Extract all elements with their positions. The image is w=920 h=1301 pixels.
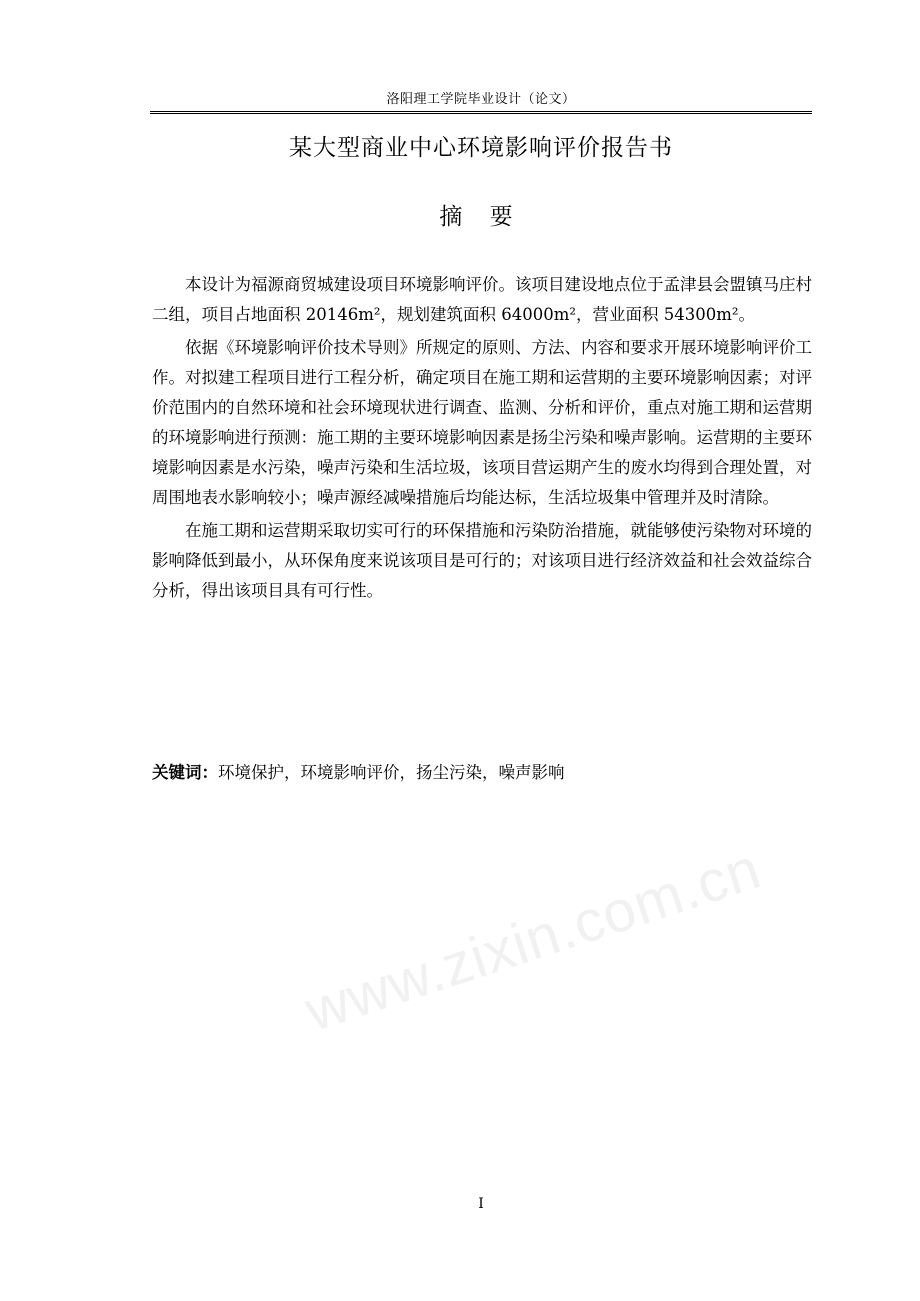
abstract-body: [152, 270, 812, 609]
keywords-label: 关键词：: [152, 763, 218, 782]
abstract-paragraph: 依据《环境影响评价技术导则》所规定的原则、方法、内容和要求开展环境影响评价工作。对拟建工程项目进行工程分析，确定项目在施工期和运营期的主要环境影响因素；对评价范围内的自然环境和社会环境现状进行调查、监测、分析和评价，重点对施工期和运营期的环境影响进行预测：施工期的主要环境影响因素是扬尘污染和噪声影响。运营期的主要环境影响因素是水污染，噪声污染和生活垃圾，该项目营运期产生的废水均得到合理处置，对周围地表水影响较小；噪声源经减噪措施后均能达标，生活垃圾集中管理并及时清除。: [152, 338, 812, 507]
watermark: www.zixin.com.cn: [297, 835, 769, 1044]
document-title: 某大型商业中心环境影响评价报告书: [289, 135, 673, 161]
keywords-text: 环境保护，环境影响评价，扬尘污染，噪声影响: [218, 763, 565, 782]
page-number: I: [478, 1196, 484, 1212]
abstract-heading: 摘 要: [439, 204, 523, 230]
running-header: 洛阳理工学院毕业设计（论文）: [386, 92, 576, 107]
keywords: [152, 758, 812, 788]
header-rule: [150, 111, 812, 114]
abstract-paragraph: 在施工期和运营期采取切实可行的环保措施和污染防治措施，就能够使污染物对环境的影响降低到最小，从环保角度来说该项目是可行的；对该项目进行经济效益和社会效益综合分析，得出该项目具有可行性。: [152, 521, 812, 600]
abstract-paragraph: 本设计为福源商贸城建设项目环境影响评价。该项目建设地点位于孟津县会盟镇马庄村二组，项目占地面积 20146m²，规划建筑面积 64000m²，营业面积 54300m²。: [152, 275, 812, 324]
